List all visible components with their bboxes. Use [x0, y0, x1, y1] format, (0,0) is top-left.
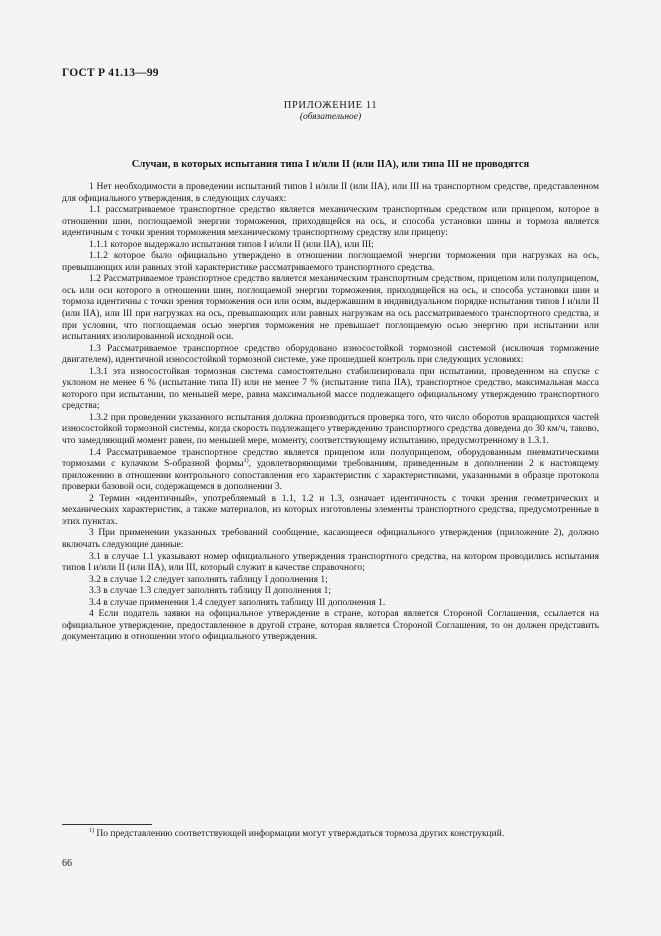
paragraph: 1.3.1 эта износостойкая тормозная система самостоятельно стабилизировала при испытании, проведенном на спуске с уклоном не менее 6 % (испытание типа II) или не менее 7 % (испытание типа IIА), транспортное средство, максимальная масса которого при испытании, по меньшей мере, равна максимальной массе подлежащего официальному утверждению транспортного средства; [62, 366, 599, 412]
paragraph: 2 Термин «идентичный», употребляемый в 1.1, 1.2 и 1.3, означает идентичность с точки зрения геометрических и механических характеристик, а также материалов, из которых изготовлены элементы транспортного средства, предусмотренные в этих пунктах. [62, 493, 599, 527]
paragraph-with-footnote [62, 448, 599, 494]
footnote-text: По представлению соответствующей информации могут утверждаться тормоза других конструкций. [94, 829, 505, 839]
footnote-line [62, 829, 599, 841]
paragraph-text: , удовлетворяющими требованиям, приведенным в дополнении 2 к настоящему приложению в отношении контрольного сопоставления его характеристик с характеристиками, указанными в образце протокола проверки базовой оси, содержащемся в дополнении 3. [62, 459, 599, 493]
document-header: ГОСТ Р 41.13—99 [62, 67, 159, 79]
annex-status: (обязательное) [299, 112, 362, 122]
paragraph: 3.2 в случае 1.2 следует заполнять таблицу I дополнения 1; [89, 574, 328, 585]
paragraph: 1.3 Рассматриваемое транспортное средство оборудовано износостойкой тормозной системой (исключая торможение двигателем), идентичной износостойкой тормозной системе, уже прошедшей контроль при следующих условиях: [62, 343, 599, 366]
paragraph: 1.1 рассматриваемое транспортное средство является механическим транспортным средством или прицепом, которое в отношении шин, поглощаемой энергии торможения, приходящейся на ось, и способа установки шины и тормоза является идентичным с точки зрения торможения механическому транспортному средству или прицепу: [62, 205, 599, 239]
footnote-divider [62, 824, 152, 825]
page-number: 66 [62, 858, 72, 869]
paragraph: 4 Если податель заявки на официальное утверждение в стране, которая является Стороной Соглашения, ссылается на официальное утверждение, предоставленное в другой стране, которая является Стороной Соглашения, то он должен представить документацию в отношении этого официального утверждения. [62, 609, 599, 643]
paragraph: 3 При применении указанных требований сообщение, касающееся официального утверждения (приложение 2), должно включать следующие данные: [62, 528, 599, 550]
paragraph: 1 Нет необходимости в проведении испытаний типов I и/или II (или IIА), или III на транспортном средстве, представленном для официального утверждения, в следующих случаях: [62, 182, 599, 204]
footnote-marker: 1) [89, 828, 94, 834]
paragraph: 3.3 в случае 1.3 следует заполнять таблицу II дополнения 1; [89, 586, 331, 597]
footnote [62, 829, 599, 841]
footnote-reference: 1) [243, 458, 249, 465]
paragraph-text: 1.4 Рассматриваемое транспортное средство является прицепом или полуприцепом, оборудованным пневматическими тормозами с кулачком S-образной формы [62, 447, 599, 470]
paragraph: 3.4 в случае применения 1.4 следует заполнять таблицу III дополнения 1. [89, 597, 386, 608]
paragraph: 1.1.1 которое выдержало испытания типов I и/или II (или IIА), или III; [89, 239, 374, 250]
annex-title: ПРИЛОЖЕНИЕ 11 [283, 100, 378, 111]
paragraph: 1.2 Рассматриваемое транспортное средство является механическим транспортным средством, прицепом или полуприцепом, ось или оси которого в отношении шин, поглощаемой энергии торможения, приходящейся на ось, и способа установки шин и тормоза идентичны с точки зрения торможения оси или осям, выдержавшим в индивидуальном порядке испытания типов I и/или II (или IIА), или III при нагрузках на ось, превышающих или равных нагрузкам на ось рассматриваемого транспортного средства, и при условии, что поглощаемая осью энергия торможения не превышает поглощаемую осью энергию при испытании или испытаниях изолированной исходной оси. [62, 274, 599, 343]
paragraph: 1.1.2 которое было официально утверждено в отношении поглощаемой энергии торможения при нагрузках на ось, превышающих или равных этой характеристике рассматриваемого транспортного средства. [62, 251, 599, 273]
paragraph: 3.1 в случае 1.1 указывают номер официального утверждения транспортного средства, на котором проводились испытания типов I и/или II (или IIА), или III, который служит в качестве справочного; [62, 551, 599, 574]
section-heading: Случаи, в которых испытания типа I и/или II (или IIА), или типа III не проводятся [131, 159, 530, 170]
body-text [62, 182, 599, 644]
paragraph: 1.3.2 при проведении указанного испытания должна производиться проверка того, что число оборотов вращающихся частей износостойкой тормозной системы, когда скорость подлежащего утверждению транспортного средства доведена до 30 км/ч, таково, что замедляющий момент равен, по меньшей мере, моменту, соответствующему испытанию, предусмотренному в 1.3.1. [62, 412, 599, 447]
